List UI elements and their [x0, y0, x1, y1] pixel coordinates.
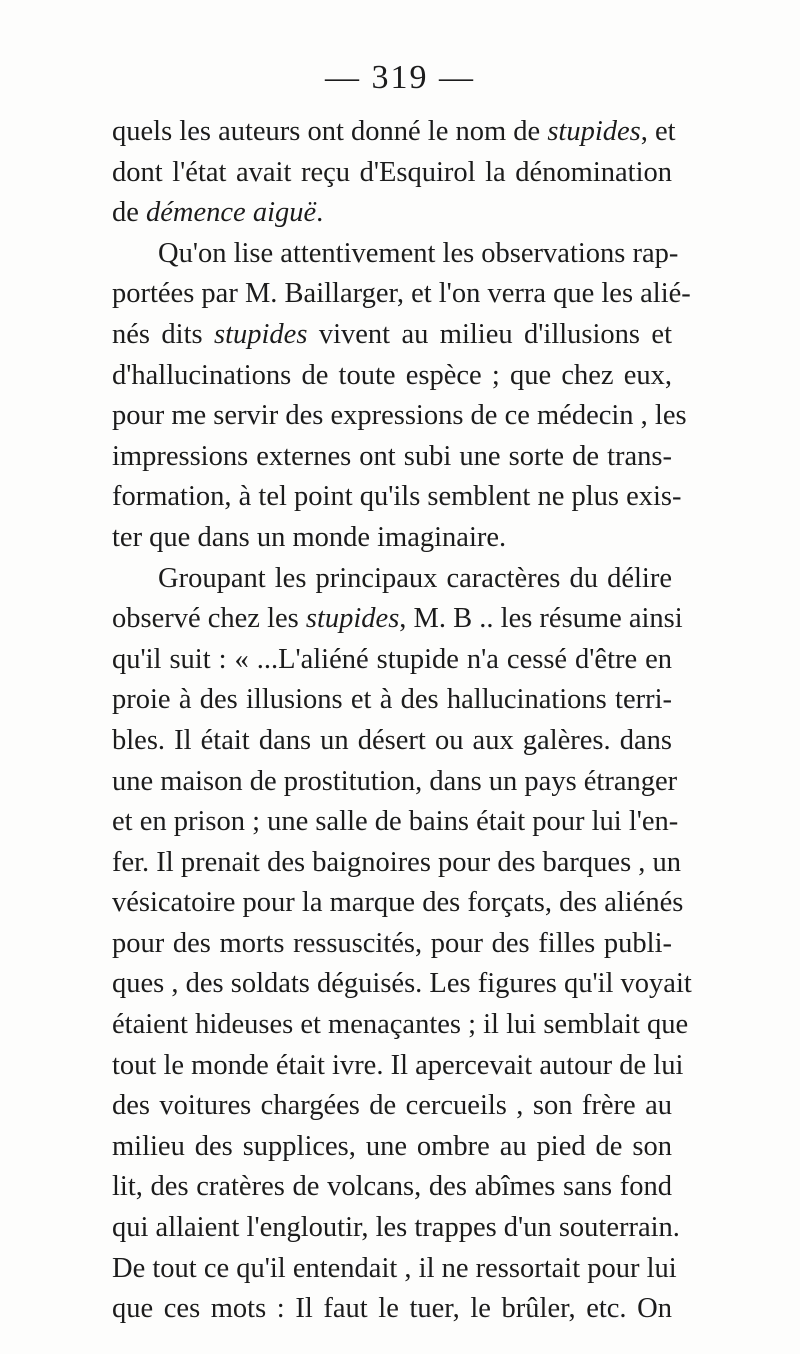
text-line — [112, 964, 692, 1005]
text-segment: vésicatoire pour la marque des forçats, des aliénés — [112, 887, 684, 919]
text-segment: de — [112, 197, 147, 229]
text-line — [112, 193, 672, 234]
text-line — [112, 883, 684, 924]
text-segment: dont l'état avait reçu d'Esquirol la dénomination — [112, 156, 672, 188]
body-text — [112, 112, 692, 1330]
italic-text: stupides — [547, 116, 641, 147]
text-line — [112, 640, 672, 681]
text-line — [112, 1208, 680, 1249]
text-segment: proie à des illusions et à des hallucinations terri- — [112, 684, 672, 716]
text-segment: que ces mots : Il faut le tuer, le brûler, etc. On — [112, 1293, 672, 1325]
text-segment: qui allaient l'engloutir, les trappes d'un souterrain. — [112, 1212, 680, 1244]
text-segment: impressions externes ont subi une sorte de trans- — [112, 440, 672, 472]
text-line — [112, 843, 682, 884]
text-line — [112, 1127, 672, 1168]
text-segment: , M. B .. les résume ainsi — [399, 603, 683, 635]
text-line — [112, 599, 683, 640]
text-line — [112, 802, 679, 843]
text-segment: et en prison ; une salle de bains était pour lui l'en- — [112, 806, 679, 838]
text-line — [112, 762, 678, 803]
text-segment: quels les auteurs ont donné le nom de — [112, 116, 548, 147]
text-segment: . — [316, 197, 324, 229]
text-segment: ques , des soldats déguisés. Les figures qu'il voyait — [112, 968, 692, 1000]
text-segment: pour des morts ressuscités, pour des filles publi- — [112, 927, 672, 959]
text-segment: étaient hideuses et menaçantes ; il lui semblait que — [112, 1009, 689, 1041]
text-line — [112, 153, 672, 194]
text-segment: formation, à tel point qu'ils semblent ne plus exis- — [112, 481, 682, 513]
text-segment: observé chez les — [112, 603, 306, 635]
text-line — [112, 1167, 672, 1208]
text-line — [112, 356, 672, 397]
text-segment: qu'il suit : « ...L'aliéné stupide n'a cessé d'être en — [112, 643, 672, 675]
text-segment: De tout ce qu'il entendait , il ne ressortait pour lui — [112, 1252, 677, 1284]
text-line — [112, 721, 672, 762]
text-line — [112, 112, 676, 153]
text-segment: des voitures chargées de cercueils , son frère au — [112, 1090, 672, 1122]
text-segment: nés dits — [112, 318, 214, 350]
text-line — [112, 274, 691, 315]
text-segment: ter que dans un monde imaginaire. — [112, 521, 507, 553]
italic-text: démence aiguë — [146, 197, 317, 229]
text-line — [112, 924, 672, 965]
text-line — [112, 315, 672, 356]
text-line — [112, 437, 672, 478]
text-line — [112, 477, 682, 518]
italic-text: stupides — [305, 603, 400, 635]
text-line — [112, 234, 679, 275]
text-segment: vivent au milieu d'illusions et — [307, 318, 672, 350]
text-segment: Qu'on lise attentivement les observations rap- — [158, 237, 679, 269]
text-segment: pour me servir des expressions de ce médecin , les — [112, 400, 687, 432]
text-line — [112, 1289, 672, 1330]
text-segment: lit, des cratères de volcans, des abîmes sans fond — [112, 1171, 672, 1203]
text-segment: tout le monde était ivre. Il apercevait autour de lui — [112, 1049, 684, 1081]
text-segment: Groupant les principaux caractères du délire — [158, 562, 672, 594]
italic-text: stupides — [214, 318, 308, 350]
text-line — [112, 1046, 684, 1087]
text-segment: bles. Il était dans un désert ou aux galères. dans — [112, 724, 672, 756]
text-segment: , et — [640, 116, 676, 147]
text-segment: fer. Il prenait des baignoires pour des barques , un — [112, 846, 682, 878]
text-segment: milieu des supplices, une ombre au pied de son — [112, 1130, 672, 1162]
text-line — [112, 396, 687, 437]
text-line — [112, 1249, 677, 1290]
text-segment: portées par M. Baillarger, et l'on verra que les alié- — [112, 278, 691, 310]
text-line — [112, 1086, 672, 1127]
text-line — [112, 1005, 689, 1046]
text-segment: d'hallucinations de toute espèce ; que chez eux, — [112, 359, 672, 391]
text-line — [112, 680, 672, 721]
text-line — [112, 518, 672, 559]
text-segment: une maison de prostitution, dans un pays étranger — [112, 765, 678, 797]
text-line — [112, 559, 672, 600]
page-number: — 319 — — [325, 59, 475, 96]
